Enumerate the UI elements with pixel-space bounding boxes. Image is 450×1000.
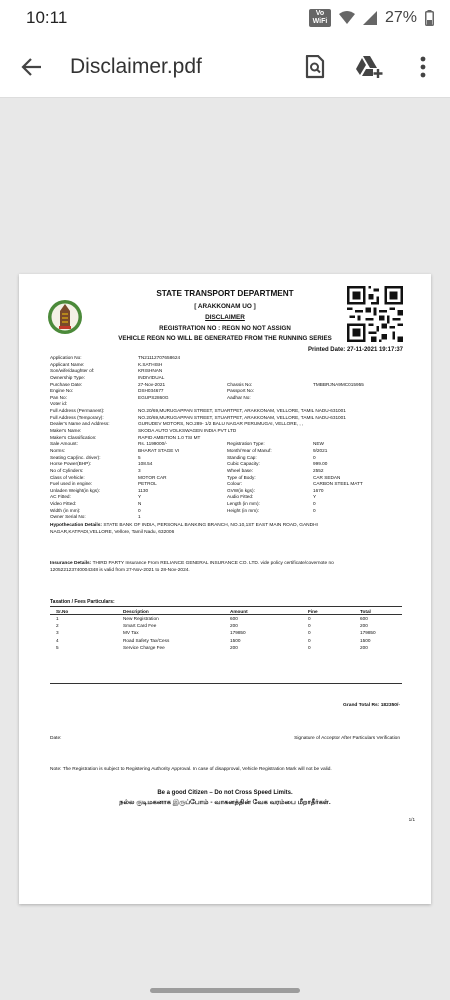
fees-cell-total: 1500 <box>360 637 371 643</box>
detail-value: 0 <box>313 454 316 460</box>
detail-label: Full Address (Permanent): <box>50 408 105 414</box>
back-button[interactable] <box>0 36 64 98</box>
detail-label: Month/Year of Manuf: <box>227 447 272 453</box>
add-to-drive-icon <box>355 55 383 79</box>
wifi-icon <box>339 11 355 25</box>
page-number: 1/1 <box>408 817 415 822</box>
detail-row <box>50 368 406 375</box>
detail-value: 108.54 <box>138 461 153 467</box>
running-series-note: VEHICLE REGN NO WILL BE GENERATED FROM THE RUNNING SERIES <box>118 335 332 342</box>
detail-label: Purchase Date: <box>50 381 83 387</box>
detail-label: Owner Serial No: <box>50 514 86 520</box>
fees-cell-sr: 3 <box>56 630 59 636</box>
detail-label: Chassis No: <box>227 381 253 387</box>
detail-row <box>50 481 406 488</box>
detail-label: Norms: <box>50 447 66 453</box>
detail-value: 9/2021 <box>313 447 328 453</box>
detail-value: CAR SEDAN <box>313 474 341 480</box>
detail-label: Engine No: <box>50 388 74 394</box>
find-in-page-button[interactable] <box>288 36 342 98</box>
fees-cell-sr: 4 <box>56 637 59 643</box>
arrow-back-icon <box>21 56 43 78</box>
gesture-nav-handle[interactable] <box>150 988 300 993</box>
status-bar <box>0 0 450 36</box>
detail-row <box>50 395 406 402</box>
signal-icon <box>363 11 377 25</box>
fees-cell-fine: 0 <box>308 616 311 621</box>
detail-label: Applicant Name: <box>50 361 85 367</box>
fees-cell-total: 200 <box>360 644 368 650</box>
detail-label: Voter id: <box>50 401 68 407</box>
detail-label: Fuel used in engine: <box>50 481 93 487</box>
detail-value: PETROL <box>138 481 157 487</box>
fees-row <box>50 622 402 629</box>
fees-header-desc: Description <box>123 609 149 614</box>
dept-heading: STATE TRANSPORT DEPARTMENT <box>156 289 294 298</box>
detail-value: 2552 <box>313 467 324 473</box>
toolbar-actions <box>288 36 450 98</box>
detail-row <box>50 408 406 415</box>
detail-label: Full Address (Temporary): <box>50 414 104 420</box>
detail-value: 3 <box>138 467 141 473</box>
detail-label: Height (in mm): <box>227 507 260 513</box>
fees-cell-desc: MV Tax <box>123 630 139 636</box>
detail-label: Sale Amount: <box>50 441 78 447</box>
detail-value: 0 <box>138 507 141 513</box>
detail-value: SKODA AUTO VOLKSWAGEN INDIA PVT LTD <box>138 428 237 434</box>
detail-value: BHARAT STAGE VI <box>138 447 180 453</box>
detail-value: 1670 <box>313 487 324 493</box>
fees-row <box>50 629 402 636</box>
detail-value: 5 <box>138 454 141 460</box>
detail-row <box>50 388 406 395</box>
vehicle-details <box>50 355 406 521</box>
detail-value: 27-Nov-2021 <box>138 381 166 387</box>
detail-value: NO.20/69,MURUGAPPAN STREET, STUARTPET, ARAKKONAM, VELLORE, TAMIL NADU-631001 <box>138 408 346 414</box>
detail-value: GURUDEV MOTORS, NO.289- 1/2 BALU NAGAR PERUMUGAI, VELLORE, , , <box>138 421 304 427</box>
detail-label: No of Cylinders: <box>50 467 84 473</box>
registration-no: REGISTRATION NO : REGN NO NOT ASSIGN <box>159 325 291 332</box>
pdf-viewer[interactable] <box>0 98 450 1000</box>
fees-cell-fine: 0 <box>308 637 311 643</box>
detail-value: MOTOR CAR <box>138 474 167 480</box>
detail-label: Type of Body: <box>227 474 256 480</box>
detail-row <box>50 375 406 382</box>
detail-value: K.SATHISH <box>138 361 163 367</box>
detail-value: 1 <box>138 514 141 520</box>
detail-row <box>50 401 406 408</box>
detail-label: Horse Power(BHP): <box>50 461 92 467</box>
detail-row <box>50 362 406 369</box>
detail-label: Maker's Classification: <box>50 434 97 440</box>
detail-row <box>50 421 406 428</box>
detail-label: Class of Vehicle: <box>50 474 85 480</box>
detail-value: RAPID AMBITION 1.0 TSI MT <box>138 434 201 440</box>
detail-value: EGUPS2860G <box>138 394 169 400</box>
detail-label: Length (in mm): <box>227 501 260 507</box>
detail-row <box>50 441 406 448</box>
detail-row <box>50 382 406 389</box>
detail-value: 0 <box>313 507 316 513</box>
detail-label: Dealer's Name and Address: <box>50 421 110 427</box>
fees-cell-sr: 2 <box>56 623 59 629</box>
detail-label: Standing Cap: <box>227 454 257 460</box>
fees-header-fine: Fine <box>308 609 318 614</box>
detail-row <box>50 428 406 435</box>
fees-table <box>50 606 402 684</box>
detail-label: Maker's Name: <box>50 428 82 434</box>
good-citizen-line: Be a good Citizen – Do not Cross Speed Limits. <box>157 790 293 796</box>
more-options-button[interactable] <box>396 36 450 98</box>
fees-cell-amount: 200 <box>230 644 238 650</box>
fees-cell-total: 600 <box>360 616 368 621</box>
fees-title: Taxation / Fees Particulars: <box>50 599 115 605</box>
detail-value: CARBON STEEL MATT <box>313 481 363 487</box>
fees-row <box>50 637 402 644</box>
detail-label: Aadhar No: <box>227 394 251 400</box>
grand-total: Grand Total Rs: 182350/- <box>343 703 400 708</box>
registration-note: Note: The Registration is subject to Registering Authority Approval. In case of disapproval, Vehicle Registration Mark will not be valid. <box>50 767 332 772</box>
fees-cell-amount: 600 <box>230 616 238 621</box>
fees-cell-amount: 1500 <box>230 637 241 643</box>
fees-body <box>50 615 402 651</box>
fees-cell-fine: 0 <box>308 623 311 629</box>
detail-label: Video Fitted: <box>50 501 77 507</box>
detail-label: Cubic Capacity: <box>227 461 260 467</box>
fees-row <box>50 615 402 622</box>
status-time: 10:11 <box>26 8 68 27</box>
detail-row <box>50 508 406 515</box>
detail-row <box>50 435 406 442</box>
detail-row <box>50 514 406 521</box>
detail-value: NO.20/69,MURUGAPPAN STREET, STUARTPET, ARAKKONAM, VELLORE, TAMIL NADU-631001 <box>138 414 346 420</box>
fees-cell-desc: New Registration <box>123 616 159 621</box>
detail-row <box>50 488 406 495</box>
detail-row <box>50 448 406 455</box>
fees-header-total: Total <box>360 609 371 614</box>
disclaimer-heading: DISCLAIMER <box>205 314 245 321</box>
detail-label: Passport No: <box>227 388 255 394</box>
detail-row <box>50 455 406 462</box>
detail-label: Pan No: <box>50 394 67 400</box>
detail-value: Y <box>138 494 142 500</box>
battery-percent: 27% <box>384 9 417 26</box>
fees-cell-fine: 0 <box>308 644 311 650</box>
fees-cell-amount: 179850 <box>230 630 246 636</box>
detail-value: N <box>138 501 142 507</box>
detail-value: DSH034677 <box>138 388 164 394</box>
detail-label: Wheel base: <box>227 467 254 473</box>
fees-end-rule <box>50 683 402 684</box>
fees-cell-fine: 0 <box>308 630 311 636</box>
detail-label: Son/wife/daughter of: <box>50 368 95 374</box>
detail-row <box>50 461 406 468</box>
add-to-drive-button[interactable] <box>342 36 396 98</box>
date-label: Date: <box>50 736 62 741</box>
detail-label: Colour: <box>227 481 243 487</box>
detail-value: INDIVIDUAL <box>138 374 165 380</box>
battery-icon <box>425 10 434 26</box>
fees-header-amount: Amount <box>230 609 248 614</box>
detail-value: TMBBRJNA9MC015955 <box>313 381 364 387</box>
detail-value: KRISHNAN <box>138 368 163 374</box>
detail-value: Rs. 1199000/- <box>138 441 168 447</box>
app-bar <box>0 36 450 98</box>
insurance-details: Insurance Details: THIRD PARTY Insurance From RELIANCE GENERAL INSURANCE CO. LTD. vide policy certificate/covernote no 120522123740004348 is valid from 27-Nov-2021 to 28-Nov-2024. <box>50 561 334 573</box>
fees-cell-total: 200 <box>360 623 368 629</box>
office-heading: [ ARAKKONAM UO ] <box>194 303 256 310</box>
detail-label: Audio Fitted: <box>227 494 254 500</box>
detail-value: Y <box>313 494 317 500</box>
find-in-page-icon <box>305 55 325 79</box>
detail-row <box>50 355 406 362</box>
detail-row <box>50 468 406 475</box>
more-vert-icon <box>420 56 426 78</box>
fees-cell-amount: 200 <box>230 623 238 629</box>
detail-row <box>50 415 406 422</box>
file-title: Disclaimer.pdf <box>70 54 202 78</box>
detail-value: NEW <box>313 441 324 447</box>
detail-label: Application No: <box>50 355 82 360</box>
pdf-page[interactable] <box>19 274 431 904</box>
detail-label: Unladen Weight(in kgs): <box>50 487 100 493</box>
signature-label: Signature of Acceptor After Particulars Verification <box>294 736 400 741</box>
vowifi-icon: Vo WiFi <box>309 9 331 27</box>
detail-label: AC Fitted: <box>50 494 71 500</box>
detail-value: TN21112707658624 <box>138 355 181 360</box>
detail-value: 999.00 <box>313 461 328 467</box>
printed-date: Printed Date: 27-11-2021 19:17:37 <box>307 347 403 353</box>
fees-header-row <box>50 606 402 615</box>
fees-row <box>50 644 402 651</box>
detail-label: GVW(in kgs): <box>227 487 255 493</box>
fees-cell-desc: Service Charge Fee <box>123 644 165 650</box>
fees-cell-desc: Smart Card Fee <box>123 623 157 629</box>
detail-label: Seating Cap(inc. driver): <box>50 454 101 460</box>
detail-value: 0 <box>313 501 316 507</box>
fees-cell-sr: 1 <box>56 616 59 621</box>
fees-header-sr: Sr.No <box>56 609 69 614</box>
hypothecation-details: Hypothecation Details: STATE BANK OF INDIA, PERSONAL BANKING BRANCH, NO.10,1ST EAST MAIN ROAD, GANDHI NAGAR,KATPADI,VELLORE, Vellore, Tamil Nadu, 632006 <box>50 523 318 535</box>
fees-cell-total: 179850 <box>360 630 376 636</box>
detail-row <box>50 475 406 482</box>
detail-row <box>50 494 406 501</box>
detail-label: Registration Type: <box>227 441 265 447</box>
fees-cell-sr: 5 <box>56 644 59 650</box>
detail-label: Ownership Type: <box>50 374 86 380</box>
detail-label: Width (in mm): <box>50 507 81 513</box>
fees-cell-desc: Road Safety Tax/Cess <box>123 637 170 643</box>
tamil-slogan: நல்ல குடிமகனாக இருப்போம் - வாகனத்தின் வேக வரம்பை மீறாதீர்கள். <box>119 799 331 806</box>
status-icons <box>309 9 434 27</box>
detail-value: 1130 <box>138 487 149 493</box>
detail-row <box>50 501 406 508</box>
